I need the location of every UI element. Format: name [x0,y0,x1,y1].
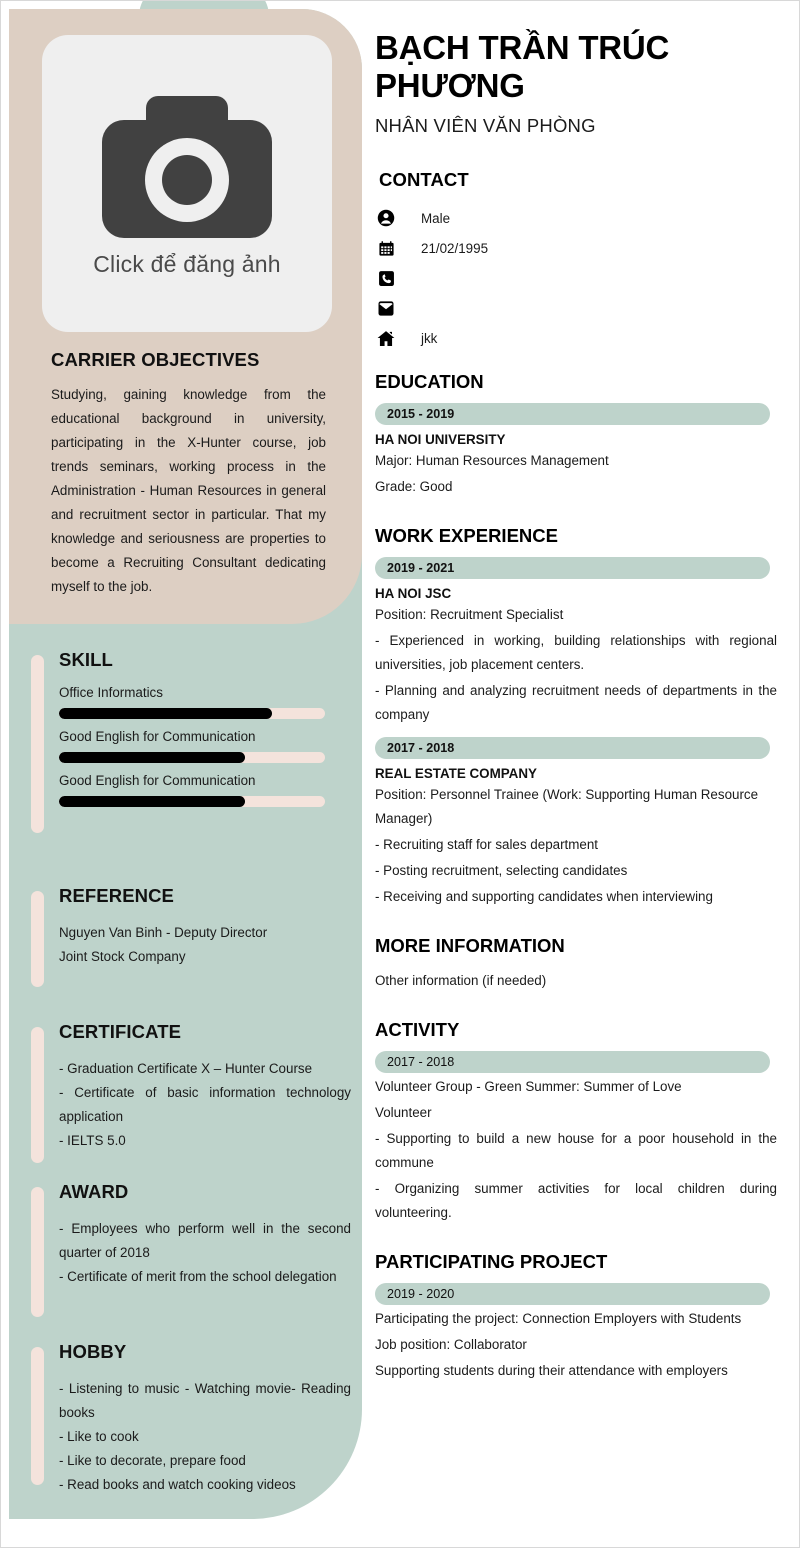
section-participating-project [375,1251,777,1383]
skill-item [59,685,351,719]
skill-progress-fill [59,752,245,763]
work-date-pill: 2019 - 2021 [375,557,770,579]
certificate-heading: CERTIFICATE [59,1021,182,1042]
camera-icon [96,90,278,245]
section-hobby [31,1341,351,1497]
award-line: - Employees who perform well in the second quarter of 2018 [59,1221,351,1260]
contact-list [375,203,777,353]
project-line: Participating the project: Connection Employers with Students [375,1311,742,1326]
section-more-information [375,935,777,993]
contact-row-address [375,323,777,353]
work-date-pill: 2017 - 2018 [375,737,770,759]
more-information-text: Other information (if needed) [375,973,547,988]
work-bullet: - Experienced in working, building relationships with regional universities, job placement centers. [375,633,777,672]
award-heading: AWARD [59,1181,129,1202]
education-org: HA NOI UNIVERSITY [375,432,506,447]
activity-date-pill: 2017 - 2018 [375,1051,770,1073]
reference-heading: REFERENCE [59,885,174,906]
section-work-experience [375,525,777,909]
hobby-line: - Like to decorate, prepare food [59,1453,246,1468]
reference-line: Nguyen Van Binh - Deputy Director [59,925,268,940]
skill-label: Good English for Communication [59,773,256,788]
work-experience-heading: WORK EXPERIENCE [375,525,558,546]
contact-row-birthdate [375,233,777,263]
work-org: HA NOI JSC [375,586,452,601]
reference-accent-bar [31,891,44,987]
award-line: - Certificate of merit from the school delegation [59,1269,337,1284]
work-bullet: - Recruiting staff for sales department [375,837,599,852]
section-activity [375,1019,777,1225]
hobby-line: - Read books and watch cooking videos [59,1477,296,1492]
skill-heading: SKILL [59,649,113,670]
skill-label: Good English for Communication [59,729,256,744]
phone-icon [375,267,397,289]
skill-item [59,729,351,763]
activity-bullet: - Organizing summer activities for local children during volunteering. [375,1181,777,1220]
contact-heading: CONTACT [379,169,469,190]
skill-progress-track [59,796,325,807]
certificate-line: - Certificate of basic information technology application [59,1085,351,1124]
activity-bullet: - Supporting to build a new house for a poor household in the commune [375,1131,777,1170]
skill-item [59,773,351,807]
hobby-accent-bar [31,1347,44,1485]
skill-label: Office Informatics [59,685,163,700]
carrier-objectives-heading: CARRIER OBJECTIVES [51,349,260,370]
more-information-heading: MORE INFORMATION [375,935,565,956]
education-date-pill: 2015 - 2019 [375,403,770,425]
work-entry [375,737,777,909]
skill-progress-fill [59,708,272,719]
work-entry [375,557,777,727]
main-content [375,9,777,1383]
section-carrier-objectives [51,349,326,599]
education-line: Grade: Good [375,479,453,494]
activity-line: Volunteer Group - Green Summer: Summer of Love [375,1079,682,1094]
work-org: REAL ESTATE COMPANY [375,766,537,781]
person-icon [375,207,397,229]
work-position: Position: Recruitment Specialist [375,607,564,622]
certificate-line: - IELTS 5.0 [59,1133,126,1148]
envelope-icon [375,297,397,319]
cv-job-title: NHÂN VIÊN VĂN PHÒNG [375,115,596,136]
participating-project-heading: PARTICIPATING PROJECT [375,1251,608,1272]
contact-row-email [375,293,777,323]
home-icon [375,327,397,349]
skill-accent-bar [31,655,44,833]
work-bullet: - Posting recruitment, selecting candidates [375,863,628,878]
hobby-line: - Listening to music - Watching movie- Reading books [59,1381,351,1420]
hobby-line: - Like to cook [59,1429,139,1444]
section-reference [31,885,351,969]
work-bullet: - Receiving and supporting candidates when interviewing [375,889,713,904]
contact-value-birthdate: 21/02/1995 [421,240,489,256]
section-certificate [31,1021,351,1153]
work-bullet: - Planning and analyzing recruitment needs of departments in the company [375,683,777,722]
skill-progress-track [59,752,325,763]
contact-value-address: jkk [421,330,438,346]
education-heading: EDUCATION [375,371,484,392]
work-position: Position: Personnel Trainee (Work: Supporting Human Resource Manager) [375,787,759,826]
certificate-accent-bar [31,1027,44,1163]
contact-value-gender: Male [421,210,451,226]
photo-upload-caption: Click để đăng ảnh [93,250,281,277]
activity-line: Volunteer [375,1105,432,1120]
photo-upload-placeholder[interactable] [42,35,332,332]
project-line: Job position: Collaborator [375,1337,527,1352]
section-education [375,371,777,499]
certificate-line: - Graduation Certificate X – Hunter Course [59,1061,313,1076]
section-skill [31,649,351,817]
contact-row-phone [375,263,777,293]
calendar-icon [375,237,397,259]
reference-line: Joint Stock Company [59,949,186,964]
project-date-pill: 2019 - 2020 [375,1283,770,1305]
hobby-heading: HOBBY [59,1341,127,1362]
skill-progress-fill [59,796,245,807]
skill-progress-track [59,708,325,719]
carrier-objectives-text: Studying, gaining knowledge from the educational background in university, participating in the X-Hunter course, job trends seminars, working process in the Administration - Human Resources in general and recruitment sector in particular. That my knowledge and seriousness are properties to become a Recruiting Consultant dedicating myself to the job. [51,387,326,594]
project-line: Supporting students during their attendance with employers [375,1363,728,1378]
cv-name: BẠCH TRẦN TRÚC PHƯƠNG [375,29,670,104]
award-accent-bar [31,1187,44,1317]
left-sidebar [9,9,362,1541]
contact-row-gender [375,203,777,233]
section-award [31,1181,351,1289]
activity-heading: ACTIVITY [375,1019,460,1040]
education-line: Major: Human Resources Management [375,453,609,468]
